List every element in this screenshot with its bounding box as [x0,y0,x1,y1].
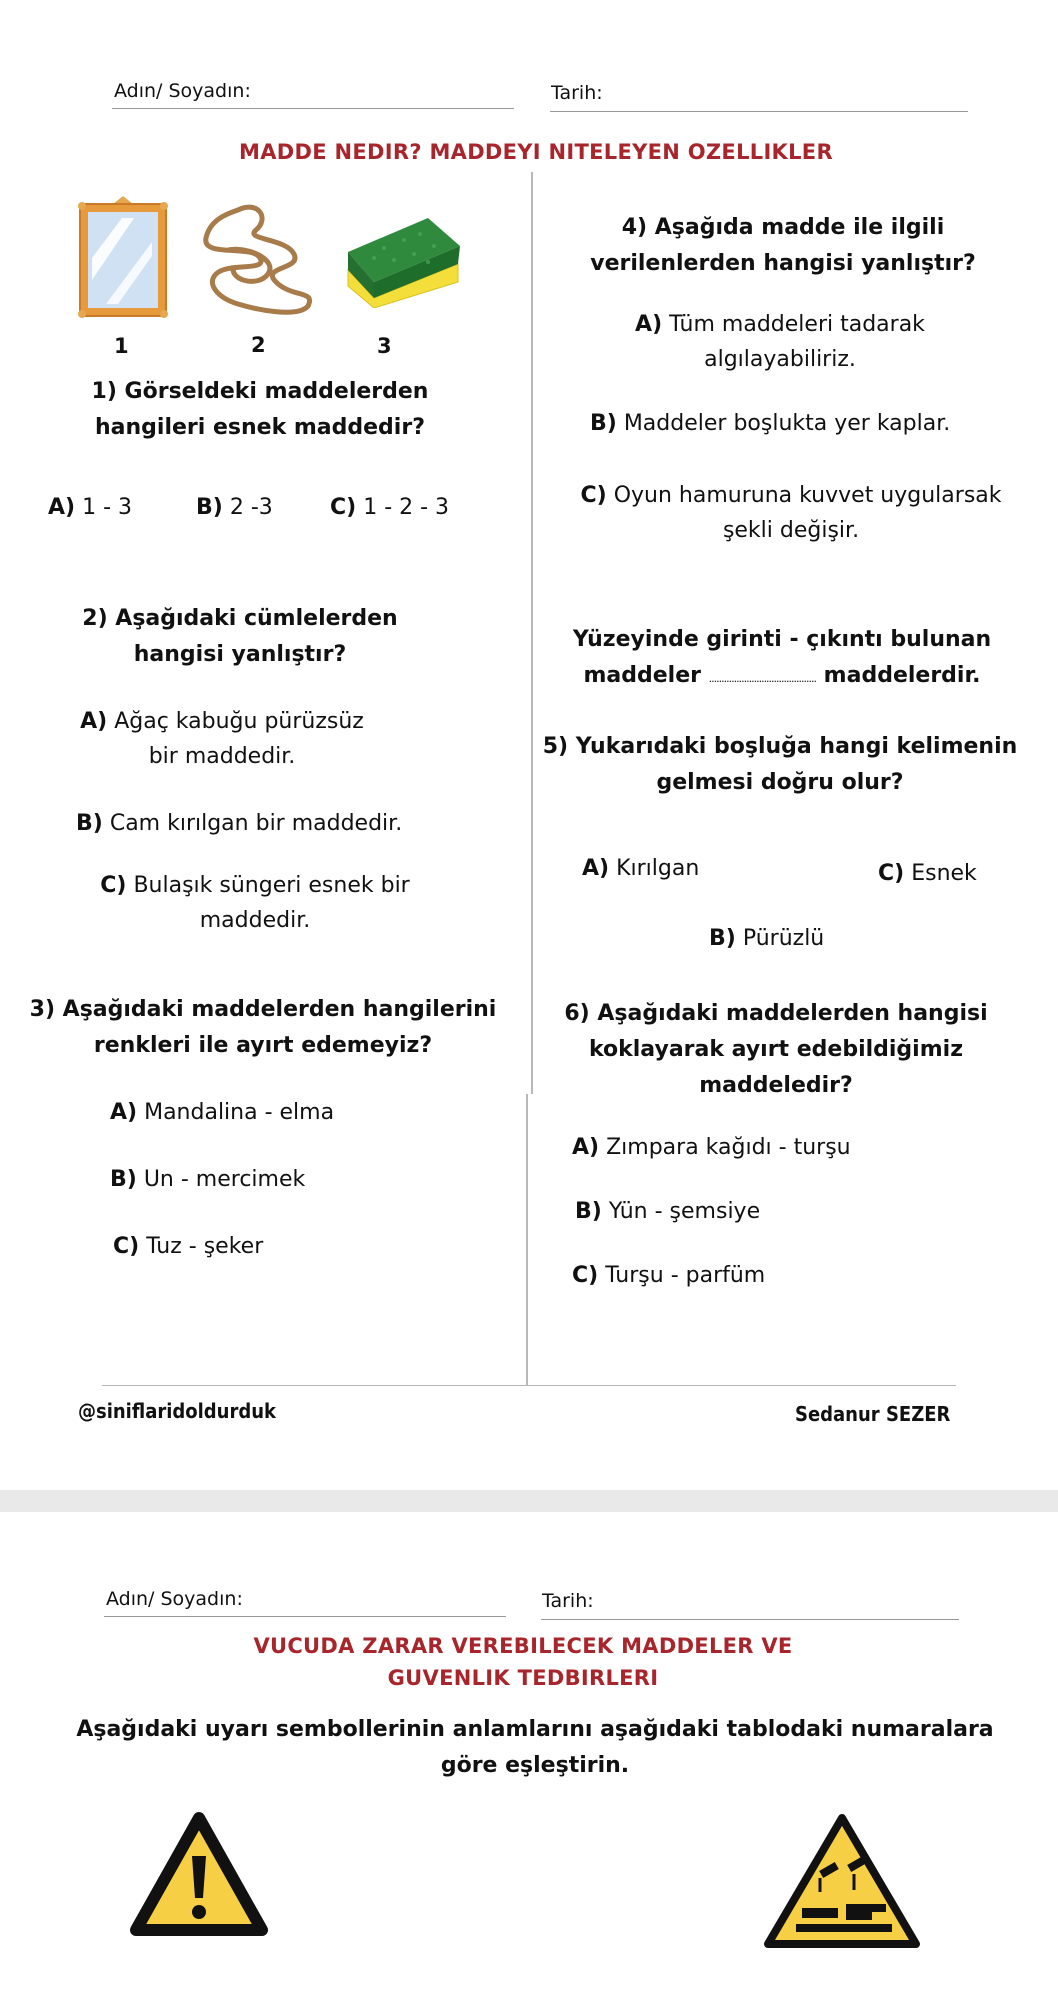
q1-option-a: A) 1 - 3 [48,495,133,520]
q1-option-c: C) 1 - 2 - 3 [330,495,450,520]
question-4: 4) Aşağıda madde ile ilgili verilenlerden hangisi yanlıştır? [590,215,976,276]
q5-stem-line-2: maddeler ........................................... maddelerdir. [583,663,981,688]
date-label-2: Tarih: [542,1590,594,1612]
mirror-icon [76,194,170,320]
q5-option-a: A) Kırılgan [582,856,700,881]
general-warning-icon [128,1810,270,1940]
q4-option-c: C) Oyun hamuruna kuvvet uygularsak şekli değişir. [580,483,1002,543]
worksheet-page-2 [0,1512,1058,1995]
q5-option-b: B) Pürüzlü [709,926,825,951]
q3-option-b: B) Un - mercimek [110,1167,306,1192]
q4-option-a: A) Tüm maddeleri tadarak algılayabiliriz. [635,312,925,372]
q3-option-c: C) Tuz - şeker [113,1234,264,1259]
q1-option-b: B) 2 -3 [196,495,273,520]
corrosive-warning-icon [762,1812,922,1952]
date-label: Tarih: [551,82,603,104]
question-2: 2) Aşağıdaki cümlelerden hangisi yanlıştır? [82,606,398,667]
question-3: 3) Aşağıdaki maddelerden hangilerini renkleri ile ayırt edemeyiz? [29,997,497,1058]
image-number-1: 1 [114,334,129,358]
image-number-3: 3 [377,334,392,358]
column-divider-upper [531,172,533,1094]
q2-option-c: C) Bulaşık süngeri esnek bir maddedir. [100,873,410,933]
instruction-text: Aşağıdaki uyarı sembollerinin anlamlarını aşağıdaki tablodaki numaralara göre eşleştirin. [76,1717,994,1778]
q2-option-b: B) Cam kırılgan bir maddedir. [76,811,403,836]
q2-option-a: A) Ağaç kabuğu pürüzsüz bir maddedir. [80,709,364,769]
image-number-2: 2 [251,333,266,357]
sponge-icon [344,212,464,308]
footer-handle: @siniflaridoldurduk [78,1399,276,1423]
q4-option-b: B) Maddeler boşlukta yer kaplar. [590,411,951,436]
name-label: Adın/ Soyadın: [114,80,251,102]
date-line [550,111,968,112]
name-line-2 [104,1616,506,1617]
question-1: 1) Görseldeki maddelerden hangileri esnek maddedir? [91,379,429,440]
q6-option-a: A) Zımpara kağıdı - turşu [572,1135,851,1160]
q5-stem-line-1: Yüzeyinde girinti - çıkıntı bulunan [572,627,992,652]
date-line-2 [541,1619,959,1620]
q6-option-c: C) Turşu - parfüm [572,1263,766,1288]
q5-option-c: C) Esnek [878,861,977,886]
q3-option-a: A) Mandalina - elma [110,1100,335,1125]
question-6: 6) Aşağıdaki maddelerden hangisi koklayarak ayırt edebildiğimiz maddeledir? [564,1001,988,1098]
rubber-band-icon [198,200,316,318]
q6-option-b: B) Yün - şemsiye [575,1199,761,1224]
question-5: 5) Yukarıdaki boşluğa hangi kelimenin gelmesi doğru olur? [542,734,1018,795]
page-title-2: VUCUDA ZARAR VEREBILECEK MADDELER VE GUVENLIK TEDBIRLERI [253,1634,793,1690]
name-line [112,108,514,109]
footer-line [102,1385,956,1386]
name-label-2: Adın/ Soyadın: [106,1588,243,1610]
column-divider-lower [526,1094,528,1386]
footer-author: Sedanur SEZER [795,1402,951,1426]
q5-blank: ........................................... [708,672,816,685]
page-title: MADDE NEDIR? MADDEYI NITELEYEN OZELLIKLER [239,140,833,164]
